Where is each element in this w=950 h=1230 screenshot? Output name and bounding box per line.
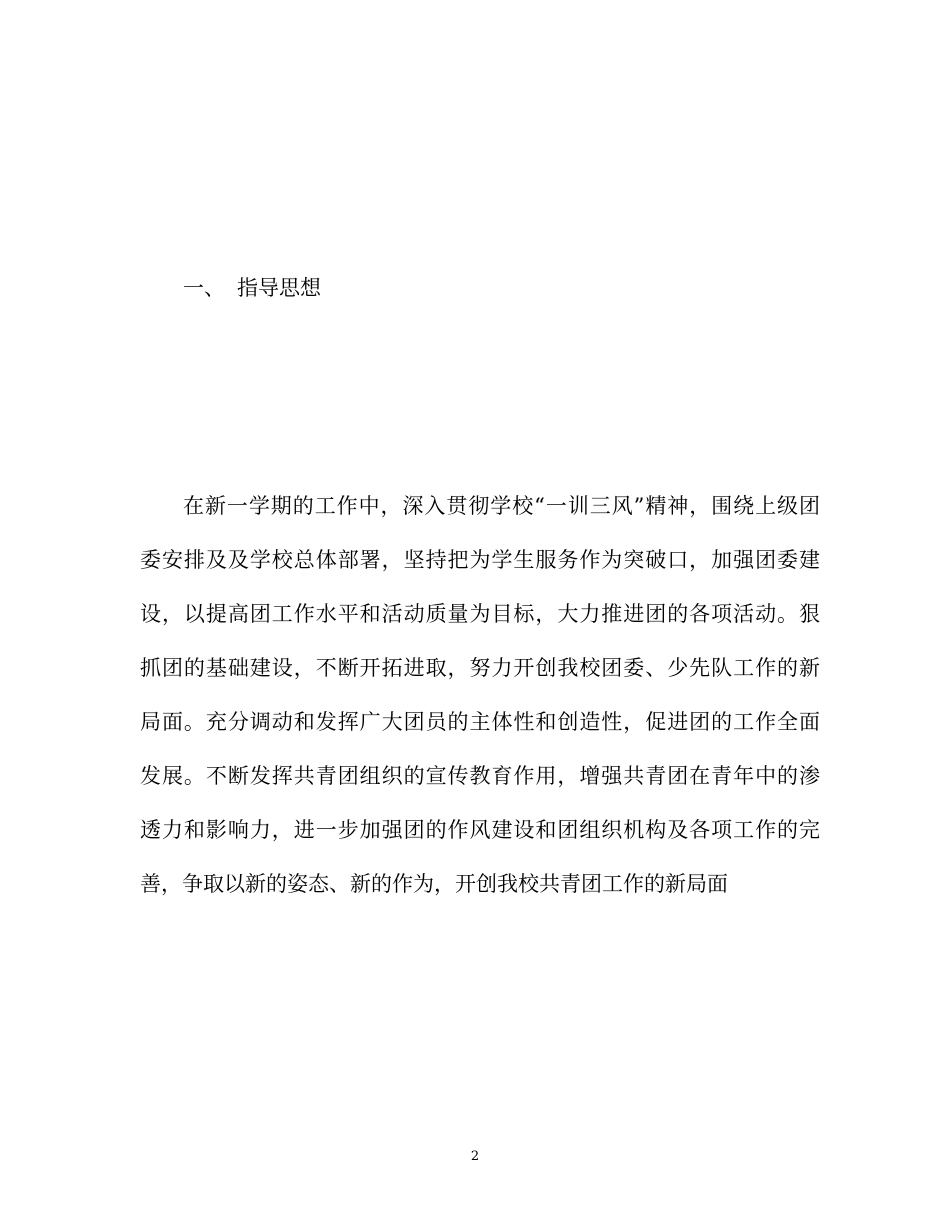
section-title: 指导思想 [237,276,321,300]
section-number: 一、 [183,276,225,300]
paragraph-line: 设，以提高团工作水平和活动质量为目标，大力推进团的各项活动。狠 [140,602,820,626]
paragraph-line: 抓团的基础建设，不断开拓进取，努力开创我校团委、少先队工作的新 [140,656,820,680]
section-heading [183,272,321,304]
paragraph-line: 委安排及及学校总体部署，坚持把为学生服务作为突破口，加强团委建 [140,548,820,572]
body-paragraph [140,486,820,918]
paragraph-line: 发展。不断发挥共青团组织的宣传教育作用，增强共青团在青年中的渗 [140,764,820,788]
paragraph-line: 局面。充分调动和发挥广大团员的主体性和创造性，促进团的工作全面 [140,710,820,734]
paragraph-line: 善，争取以新的姿态、新的作为，开创我校共青团工作的新局面 [140,872,728,896]
page-number: 2 [470,1149,480,1164]
paragraph-line: 透力和影响力，进一步加强团的作风建设和团组织机构及各项工作的完 [140,818,820,842]
paragraph-line: 在新一学期的工作中，深入贯彻学校“一训三风”精神，围绕上级团 [183,494,820,518]
